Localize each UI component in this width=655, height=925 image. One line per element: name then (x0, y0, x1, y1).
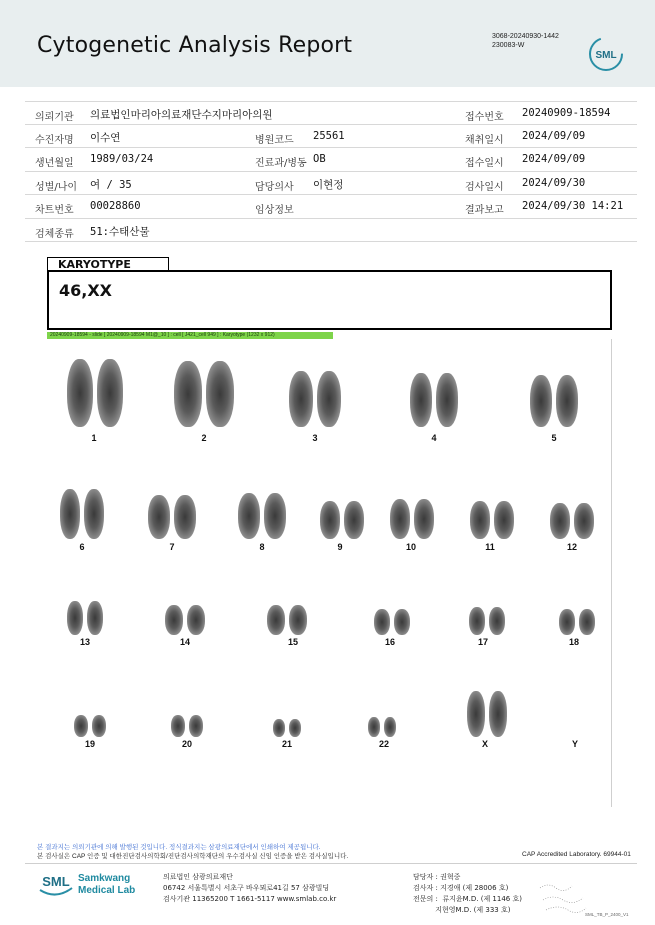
info-label: 수진자명 (35, 134, 74, 146)
chromosome-label: 10 (405, 542, 416, 552)
chromosome-10 (390, 499, 410, 539)
chromosome-label: 12 (566, 542, 577, 552)
staff-line: 지현영M.D. (제 333 호) (413, 906, 511, 914)
info-label: 성별/나이 (35, 181, 78, 193)
chromosome-label: 14 (179, 637, 190, 647)
chromosome-19 (74, 715, 88, 737)
chromosome-8 (238, 493, 260, 539)
chromosome-5 (530, 375, 552, 427)
info-value: 2024/09/09 (522, 153, 586, 165)
chromosome-4 (436, 373, 458, 427)
info-value: 2024/09/30 14:21 (522, 200, 624, 212)
chromosome-label: 21 (281, 739, 292, 749)
chromosome-label: 7 (169, 542, 175, 552)
chromosome-9 (344, 501, 364, 539)
chromosome-label: 22 (378, 739, 389, 749)
info-label: 의뢰기관 (35, 112, 74, 123)
chromosome-8 (264, 493, 286, 539)
report-code-line2: 230083-W (492, 42, 525, 49)
staff-list (413, 872, 522, 916)
chromosome-label: 20 (181, 739, 192, 749)
chromosome-2 (174, 361, 202, 427)
chromosome-16 (374, 609, 390, 635)
info-row (25, 219, 637, 243)
karyogram-image (47, 339, 612, 807)
lab-address (163, 872, 336, 905)
chromosome-22 (384, 717, 396, 737)
chromosome-label: 6 (79, 542, 85, 552)
lab-name-line1: Samkwang (78, 873, 131, 884)
report-title: Cytogenetic Analysis Report (37, 33, 353, 58)
info-value: 20240909-18594 (522, 107, 611, 119)
address-line: 의료법인 삼광의료재단 (163, 873, 233, 881)
footer-divider (25, 863, 637, 864)
info-value: 의료법인마리아의료재단수지마리아의원 (90, 109, 273, 121)
chromosome-label: 8 (259, 542, 265, 552)
chromosome-15 (267, 605, 285, 635)
chromosome-21 (289, 719, 301, 737)
chromosome-label: 19 (84, 739, 95, 749)
info-row (25, 101, 637, 125)
info-label: 접수번호 (465, 112, 504, 123)
info-label: 접수일시 (465, 158, 504, 169)
chromosome-13 (67, 601, 83, 635)
chromosome-label: 15 (287, 637, 298, 647)
info-label: 담당의사 (255, 181, 294, 193)
chromosome-22 (368, 717, 380, 737)
report-code (492, 32, 559, 50)
chromosome-label: 18 (568, 637, 579, 647)
info-value: 이현정 (313, 178, 344, 191)
chromosome-14 (187, 605, 205, 635)
chromosome-12 (574, 503, 594, 539)
info-value: 00028860 (90, 200, 141, 212)
chromosome-20 (171, 715, 185, 737)
chromosome-label: 13 (79, 637, 90, 647)
patient-info-table (25, 101, 637, 242)
chromosome-1 (67, 359, 93, 427)
info-label: 임상정보 (255, 205, 294, 216)
info-label: 결과보고 (465, 205, 504, 216)
info-value: 여 / 35 (90, 178, 132, 191)
chromosome-7 (148, 495, 170, 539)
report-code-line1: 3068-20240930-1442 (492, 33, 559, 40)
footer-notice: 본 검사실은 CAP 인증 및 대한진단검사의학회/진단검사의학재단의 우수검사실 신임 인증을 받은 검사실입니다. (37, 853, 349, 860)
chromosome-label: X (481, 739, 488, 749)
chromosome-3 (289, 371, 313, 427)
chromosome-20 (189, 715, 203, 737)
info-row (25, 172, 637, 196)
chromosome-X (467, 691, 485, 737)
karyotype-result-box (47, 270, 612, 330)
chromosome-12 (550, 503, 570, 539)
chromosome-15 (289, 605, 307, 635)
signature-icon (538, 878, 588, 918)
chromosome-label: 1 (91, 433, 97, 443)
report-header (0, 0, 655, 87)
staff-line: 검사자 : 지경애 (제 28006 호) (413, 884, 509, 892)
chromosome-16 (394, 609, 410, 635)
chromosome-17 (489, 607, 505, 635)
chromosome-10 (414, 499, 434, 539)
info-value: 51:수태산물 (90, 225, 150, 238)
info-value: 1989/03/24 (90, 153, 154, 165)
chromosome-5 (556, 375, 578, 427)
chromosome-label: 17 (477, 637, 488, 647)
samkwang-logo-icon (36, 868, 76, 898)
info-row (25, 125, 637, 149)
info-value: 이수연 (90, 131, 121, 144)
chromosome-2 (206, 361, 234, 427)
chromosome-7 (174, 495, 196, 539)
chromosome-label: 3 (312, 433, 318, 443)
chromosome-13 (87, 601, 103, 635)
sml-logo-icon (588, 36, 624, 72)
info-value: 2024/09/30 (522, 176, 586, 189)
info-row (25, 195, 637, 219)
info-label: 검사일시 (465, 181, 504, 193)
chromosome-4 (410, 373, 432, 427)
info-label: 생년월일 (35, 158, 74, 169)
chromosome-label: 9 (337, 542, 343, 552)
cap-accreditation: CAP Accredited Laboratory. 69944-01 (522, 851, 631, 858)
staff-line: 전문의 : 류지윤M.D. (제 1146 호) (413, 895, 522, 903)
staff-line: 담당자 : 권혁중 (413, 873, 461, 881)
info-value: 25561 (313, 129, 345, 142)
chromosome-X (489, 691, 507, 737)
form-code: SML_TB_P_2400_V1 (585, 912, 629, 917)
chromosome-label: 11 (485, 542, 495, 552)
chromosome-9 (320, 501, 340, 539)
chromosome-3 (317, 371, 341, 427)
lab-logo-text: SML (42, 874, 70, 889)
karyotype-tab: KARYOTYPE (47, 257, 169, 271)
info-label: 검체종류 (35, 228, 74, 240)
chromosome-18 (559, 609, 575, 635)
address-line: 검사기관 11365200 T 1661-5117 www.smlab.co.kr (163, 895, 337, 903)
chromosome-label: 4 (431, 433, 437, 443)
chromosome-label: 16 (384, 637, 395, 647)
info-label: 차트번호 (35, 205, 74, 216)
karyotype-image-caption: 20240909-18594 - slide [ 20240909-18594 M1@_10 ] : cell [ J421_cell 949 ] : Karyotype (1232 x 912) (47, 332, 333, 339)
chromosome-6 (60, 489, 80, 539)
lab-name-line2: Medical Lab (78, 885, 136, 896)
lab-name (78, 873, 135, 897)
chromosome-label: 5 (551, 433, 557, 443)
sml-logo-text: SML (595, 50, 617, 61)
address-line: 06742 서울특별시 서초구 바우뫼로41길 57 삼광빌딩 (163, 884, 330, 892)
footer-notice-blue: 본 결과지는 의뢰기관에 의해 발행된 것입니다. 정식결과지는 삼광의료재단에서 인쇄하여 제공됩니다. (37, 844, 321, 851)
chromosome-17 (469, 607, 485, 635)
info-label: 채취일시 (465, 134, 504, 146)
chromosome-6 (84, 489, 104, 539)
karyotype-result: 46,XX (59, 281, 113, 300)
info-value: OB (313, 153, 326, 165)
info-label: 병원코드 (255, 134, 294, 146)
chromosome-14 (165, 605, 183, 635)
chromosome-label: 2 (201, 433, 207, 443)
chromosome-1 (97, 359, 123, 427)
info-value: 2024/09/09 (522, 129, 586, 142)
chromosome-21 (273, 719, 285, 737)
chromosome-11 (494, 501, 514, 539)
info-row (25, 148, 637, 172)
chromosome-18 (579, 609, 595, 635)
chromosome-19 (92, 715, 106, 737)
chromosome-label: Y (571, 739, 578, 749)
chromosome-11 (470, 501, 490, 539)
info-label: 진료과/병동 (255, 158, 307, 169)
